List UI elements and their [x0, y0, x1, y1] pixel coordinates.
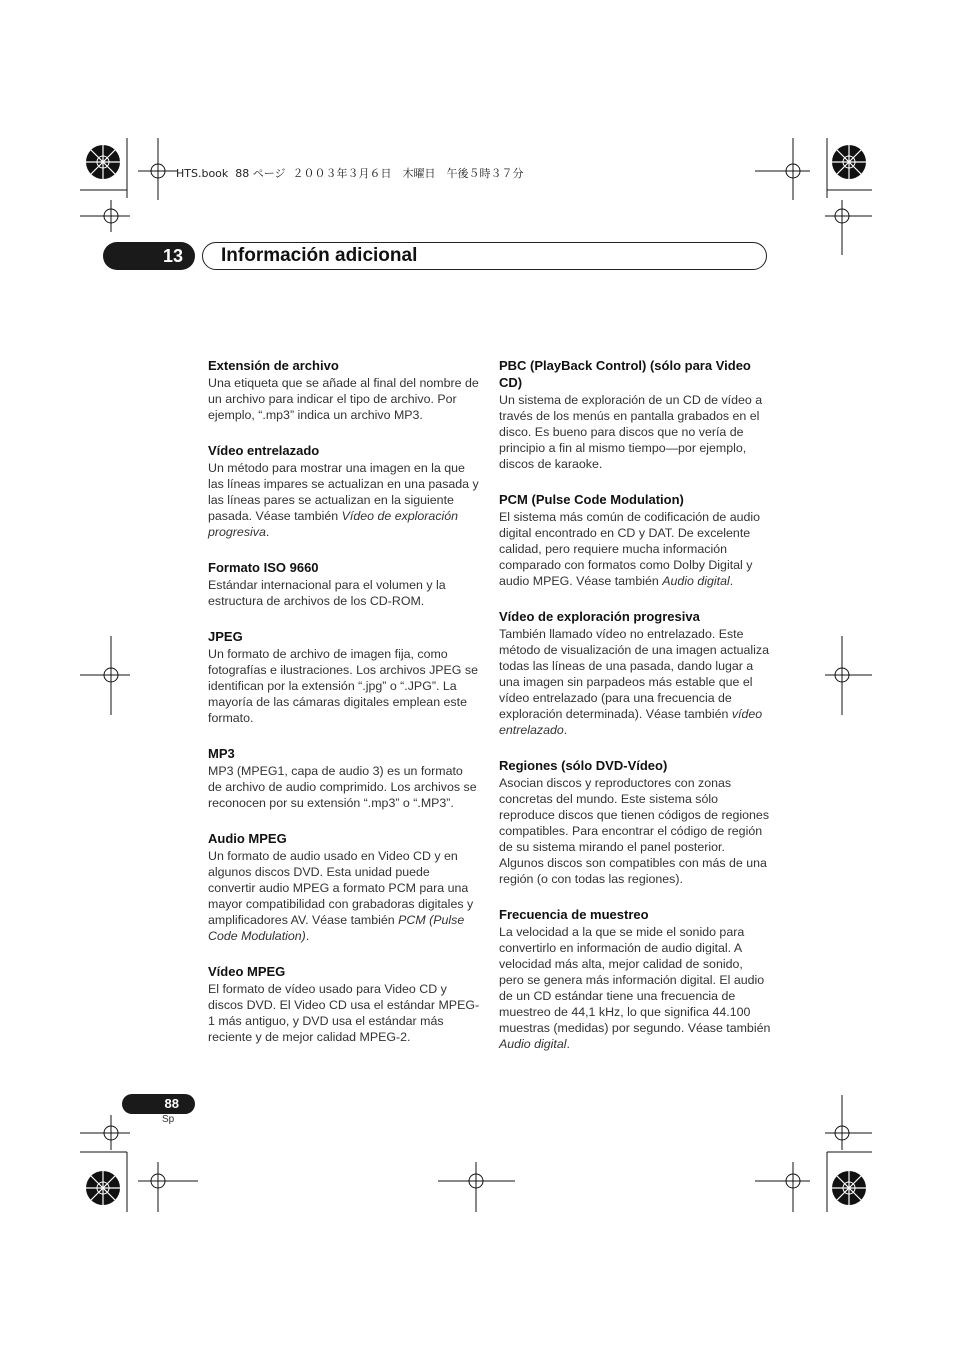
definition-text: Un formato de archivo de imagen fija, como fotografías e ilustraciones. Los archivos JPEG se identifican por la extensión “.jpg” o “.JPG”. La mayoría de las cámaras digitales emplean este formato.	[208, 647, 478, 725]
glossary-term: Extensión de archivo	[208, 358, 339, 373]
glossary-term: MP3	[208, 746, 235, 761]
glossary-entry	[499, 757, 771, 887]
glossary-term: Audio MPEG	[208, 831, 287, 846]
cross-reference: Audio digital	[662, 574, 730, 588]
glossary-term: PBC (PlayBack Control) (sólo para Video CD)	[499, 358, 751, 390]
glossary-definition	[208, 763, 480, 811]
definition-text: Un método para mostrar una imagen en la que las líneas impares se actualizan en una pasada y las líneas pares se actualizan en la siguiente pasada. Véase también	[208, 461, 479, 523]
glossary-entry	[499, 906, 771, 1052]
glossary-term: PCM (Pulse Code Modulation)	[499, 492, 684, 507]
definition-tail: .	[305, 929, 310, 943]
glossary-right-column	[499, 357, 771, 1071]
definition-text: MP3 (MPEG1, capa de audio 3) es un formato de archivo de audio comprimido. Los archivos se reconocen por su extensión “.mp3” o “.MP3”.	[208, 764, 477, 810]
glossary-entry	[499, 357, 771, 472]
chapter-number-badge: 13	[103, 242, 195, 270]
glossary-definition	[208, 981, 480, 1045]
definition-tail: .	[729, 574, 734, 588]
chapter-title-bar	[202, 242, 767, 270]
glossary-definition	[208, 375, 480, 423]
definition-text: La velocidad a la que se mide el sonido para convertirlo en información de audio digital. A velocidad más alta, mejor calidad de sonido, pero se genera más información digital. El audio de un CD estándar tiene una frecuencia de muestreo de 44,1 kHz, lo que significa 44.100 muestras (medidas) por segundo. Véase también	[499, 925, 771, 1035]
glossary-definition	[208, 646, 480, 726]
glossary-term: Vídeo entrelazado	[208, 443, 320, 458]
chapter-title: Información adicional	[221, 245, 418, 266]
definition-tail: .	[265, 525, 270, 539]
glossary-entry	[208, 559, 480, 609]
print-header: HTS.book 88 ページ ２００３年３月６日 木曜日 午後５時３７分	[176, 167, 524, 180]
cross-reference: Vídeo de exploración progresiva	[208, 509, 459, 539]
glossary-term: Vídeo de exploración progresiva	[499, 609, 700, 624]
cross-reference: Audio digital	[499, 1037, 567, 1051]
glossary-entry	[208, 830, 480, 944]
glossary-definition	[208, 460, 480, 540]
glossary-term: Vídeo MPEG	[208, 964, 286, 979]
definition-text: El formato de vídeo usado para Video CD y discos DVD. El Video CD usa el estándar MPEG-1 más antiguo, y DVD usa el estándar más reciente y de mejor calidad MPEG-2.	[208, 982, 480, 1044]
definition-text: Asocian discos y reproductores con zonas concretas del mundo. Este sistema sólo reproduce discos que tienen códigos de regiones compatibles. Para encontrar el código de región de su sistema mirando el panel posterior. Algunos discos son compatibles con más de una región (o con todas las regiones).	[499, 776, 770, 886]
glossary-definition	[499, 392, 771, 472]
glossary-definition	[208, 848, 480, 944]
glossary-entry	[208, 963, 480, 1045]
glossary-entry	[208, 628, 480, 726]
definition-text: Una etiqueta que se añade al final del nombre de un archivo para indicar el tipo de archivo. Por ejemplo, “.mp3” indica un archivo MP3.	[208, 376, 479, 422]
definition-tail: .	[563, 723, 568, 737]
glossary-definition	[208, 577, 480, 609]
glossary-entry	[208, 357, 480, 423]
cross-reference: vídeo entrelazado	[499, 707, 763, 737]
definition-text: Un formato de audio usado en Video CD y en algunos discos DVD. Esta unidad puede convertir audio MPEG a formato PCM para una mayor compatibilidad con grabadoras digitales y amplificadores AV. Véase también	[208, 849, 474, 927]
page-number-badge: 88	[122, 1094, 195, 1114]
glossary-term: JPEG	[208, 629, 243, 644]
definition-text: Un sistema de exploración de un CD de vídeo a través de los menús en pantalla grabados en el disco. Es bueno para discos que no vería de principio a fin al mismo tiempo—por ejemplo, discos de karaoke.	[499, 393, 763, 471]
definition-tail: .	[566, 1037, 570, 1051]
cross-reference: PCM (Pulse Code Modulation)	[208, 913, 465, 943]
glossary-entry	[499, 491, 771, 589]
glossary-term: Formato ISO 9660	[208, 560, 319, 575]
definition-text: El sistema más común de codificación de audio digital encontrado en CD y DAT. De excelente calidad, pero requiere mucha información comparado con formatos como Dolby Digital y audio MPEG. Véase también	[499, 510, 761, 588]
definition-text: También llamado vídeo no entrelazado. Este método de visualización de una imagen actualiza todas las líneas de una pasada, dando lugar a una imagen sin parpadeos más estable que el vídeo entrelazado (para una frecuencia de exploración determinada). Véase también	[499, 627, 770, 721]
glossary-term: Frecuencia de muestreo	[499, 907, 649, 922]
glossary-definition	[499, 924, 771, 1052]
glossary-definition	[499, 775, 771, 887]
glossary-definition	[499, 626, 771, 738]
glossary-definition	[499, 509, 771, 589]
glossary-term: Regiones (sólo DVD-Vídeo)	[499, 758, 668, 773]
glossary-left-column	[208, 357, 480, 1064]
glossary-entry	[208, 745, 480, 811]
definition-text: Estándar internacional para el volumen y la estructura de archivos de los CD-ROM.	[208, 578, 446, 608]
glossary-entry	[208, 442, 480, 540]
glossary-entry	[499, 608, 771, 738]
page-language-code: Sp	[162, 1114, 175, 1125]
